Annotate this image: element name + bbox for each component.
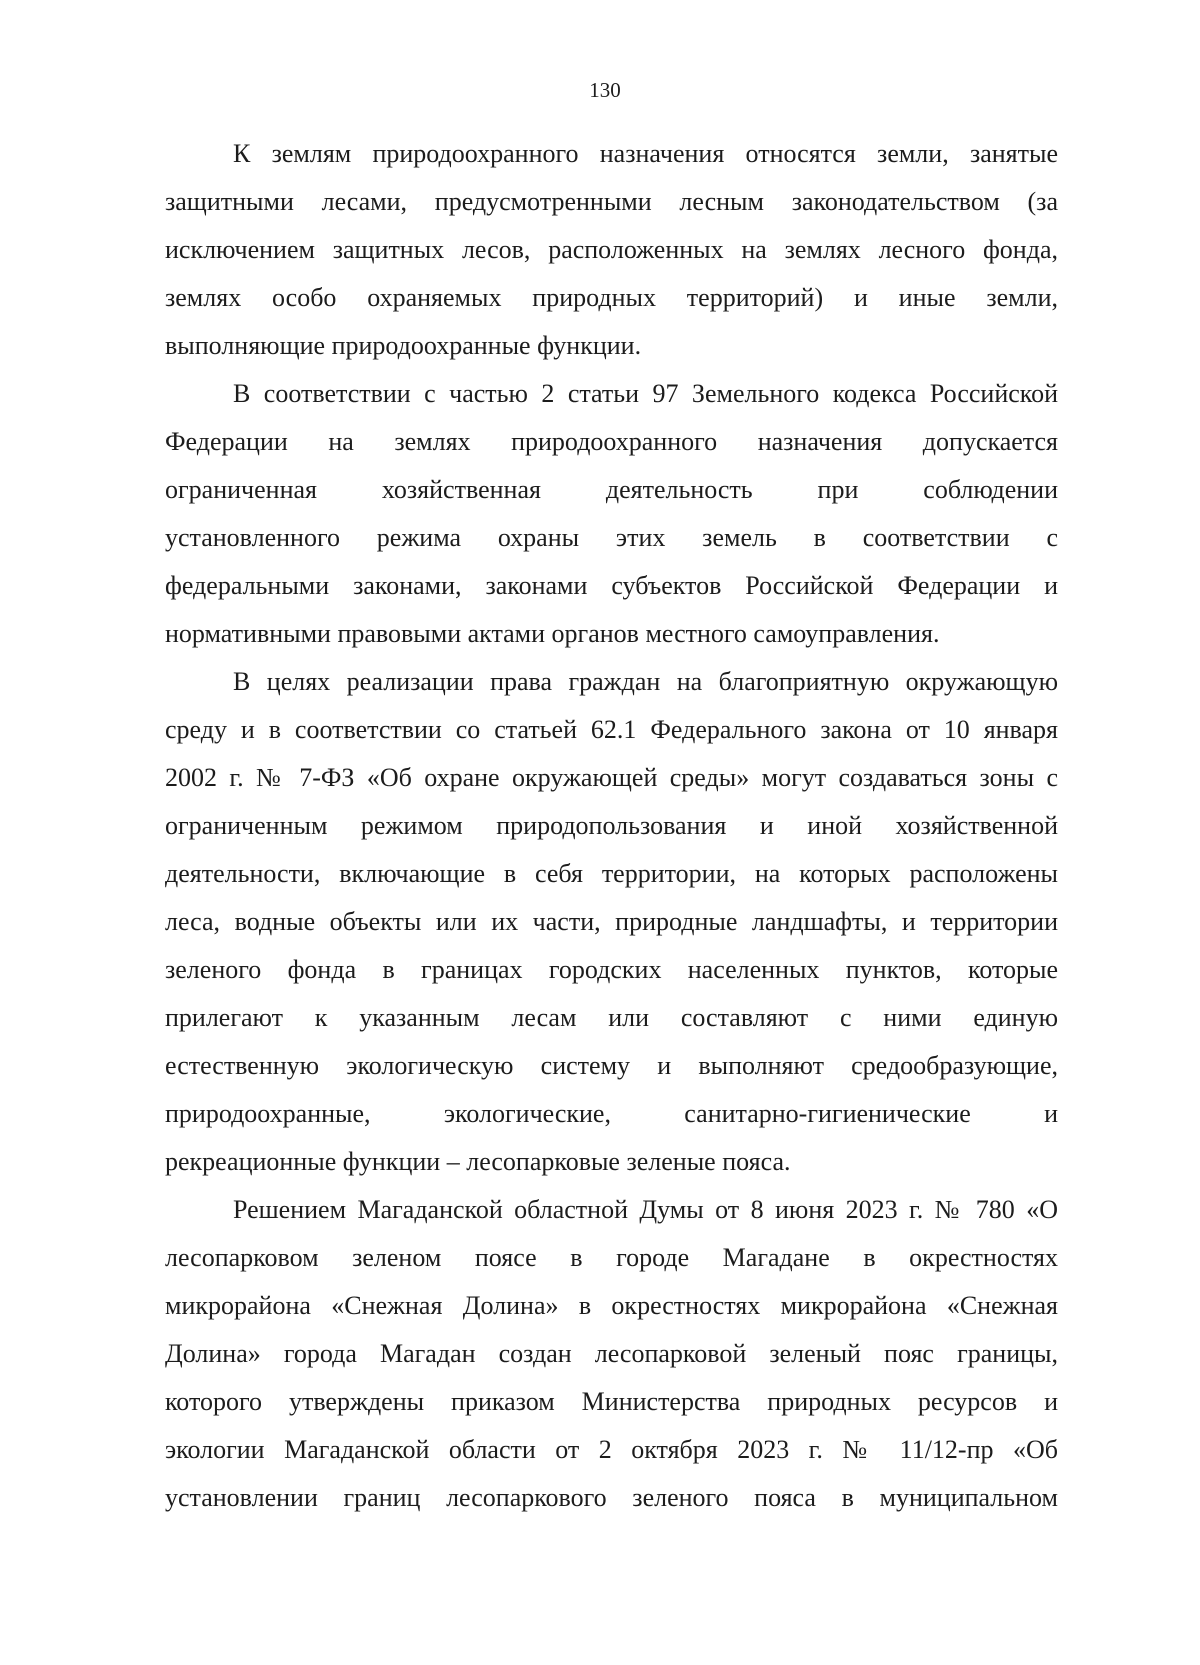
text-line: деятельности, включающие в себя территории, на которых расположены	[165, 859, 1058, 888]
text-line: выполняющие природоохранные функции.	[165, 331, 642, 360]
text-line: зеленого фонда в границах городских населенных пунктов, которые	[165, 955, 1058, 984]
text-line: нормативными правовыми актами органов местного самоуправления.	[165, 619, 940, 648]
text-line: федеральными законами, законами субъектов Российской Федерации и	[165, 571, 1058, 600]
text-line: исключением защитных лесов, расположенных на землях лесного фонда,	[165, 235, 1058, 264]
text-line: прилегают к указанным лесам или составляют с ними единую	[165, 1003, 1058, 1032]
text-line: В соответствии с частью 2 статьи 97 Земельного кодекса Российской	[233, 379, 1058, 408]
text-line: природоохранные, экологические, санитарно-гигиенические и	[165, 1099, 1058, 1128]
text-line: микрорайона «Снежная Долина» в окрестностях микрорайона «Снежная	[165, 1291, 1058, 1320]
text-line: землях особо охраняемых природных территорий) и иные земли,	[165, 283, 1058, 312]
paragraph-land-code-article-97	[165, 370, 1058, 658]
text-line: Решением Магаданской областной Думы от 8 июня 2023 г. № 780 «О	[233, 1195, 1058, 1224]
text-line: среду и в соответствии со статьей 62.1 Федерального закона от 10 января	[165, 715, 1058, 744]
text-line: Долина» города Магадан создан лесопарковой зеленый пояс границы,	[165, 1339, 1058, 1368]
text-line: леса, водные объекты или их части, природные ландшафты, и территории	[165, 907, 1058, 936]
text-line: которого утверждены приказом Министерства природных ресурсов и	[165, 1387, 1058, 1416]
text-line: 2002 г. № 7-ФЗ «Об охране окружающей среды» могут создаваться зоны с	[165, 763, 1058, 792]
page-number: 130	[589, 78, 621, 102]
text-line: В целях реализации права граждан на благоприятную окружающую	[233, 667, 1058, 696]
document-body	[165, 130, 1058, 1522]
text-line: ограниченным режимом природопользования и иной хозяйственной	[165, 811, 1058, 840]
text-line: защитными лесами, предусмотренными лесным законодательством (за	[165, 187, 1058, 216]
paragraph-green-belts	[165, 658, 1058, 1186]
paragraph-lands-of-nature-protection	[165, 130, 1058, 370]
text-line: экологии Магаданской области от 2 октября 2023 г. № 11/12-пр «Об	[165, 1435, 1058, 1464]
text-line: рекреационные функции – лесопарковые зеленые пояса.	[165, 1147, 791, 1176]
text-line: К землям природоохранного назначения относятся земли, занятые	[233, 139, 1058, 168]
text-line: установленного режима охраны этих земель в соответствии с	[165, 523, 1058, 552]
text-line: лесопарковом зеленом поясе в городе Магадане в окрестностях	[165, 1243, 1058, 1272]
text-line: Федерации на землях природоохранного назначения допускается	[165, 427, 1058, 456]
text-line: ограниченная хозяйственная деятельность при соблюдении	[165, 475, 1058, 504]
text-line: естественную экологическую систему и выполняют средообразующие,	[165, 1051, 1058, 1080]
paragraph-magadan-duma-decision	[165, 1186, 1058, 1522]
text-line: установлении границ лесопаркового зеленого пояса в муниципальном	[165, 1483, 1058, 1512]
